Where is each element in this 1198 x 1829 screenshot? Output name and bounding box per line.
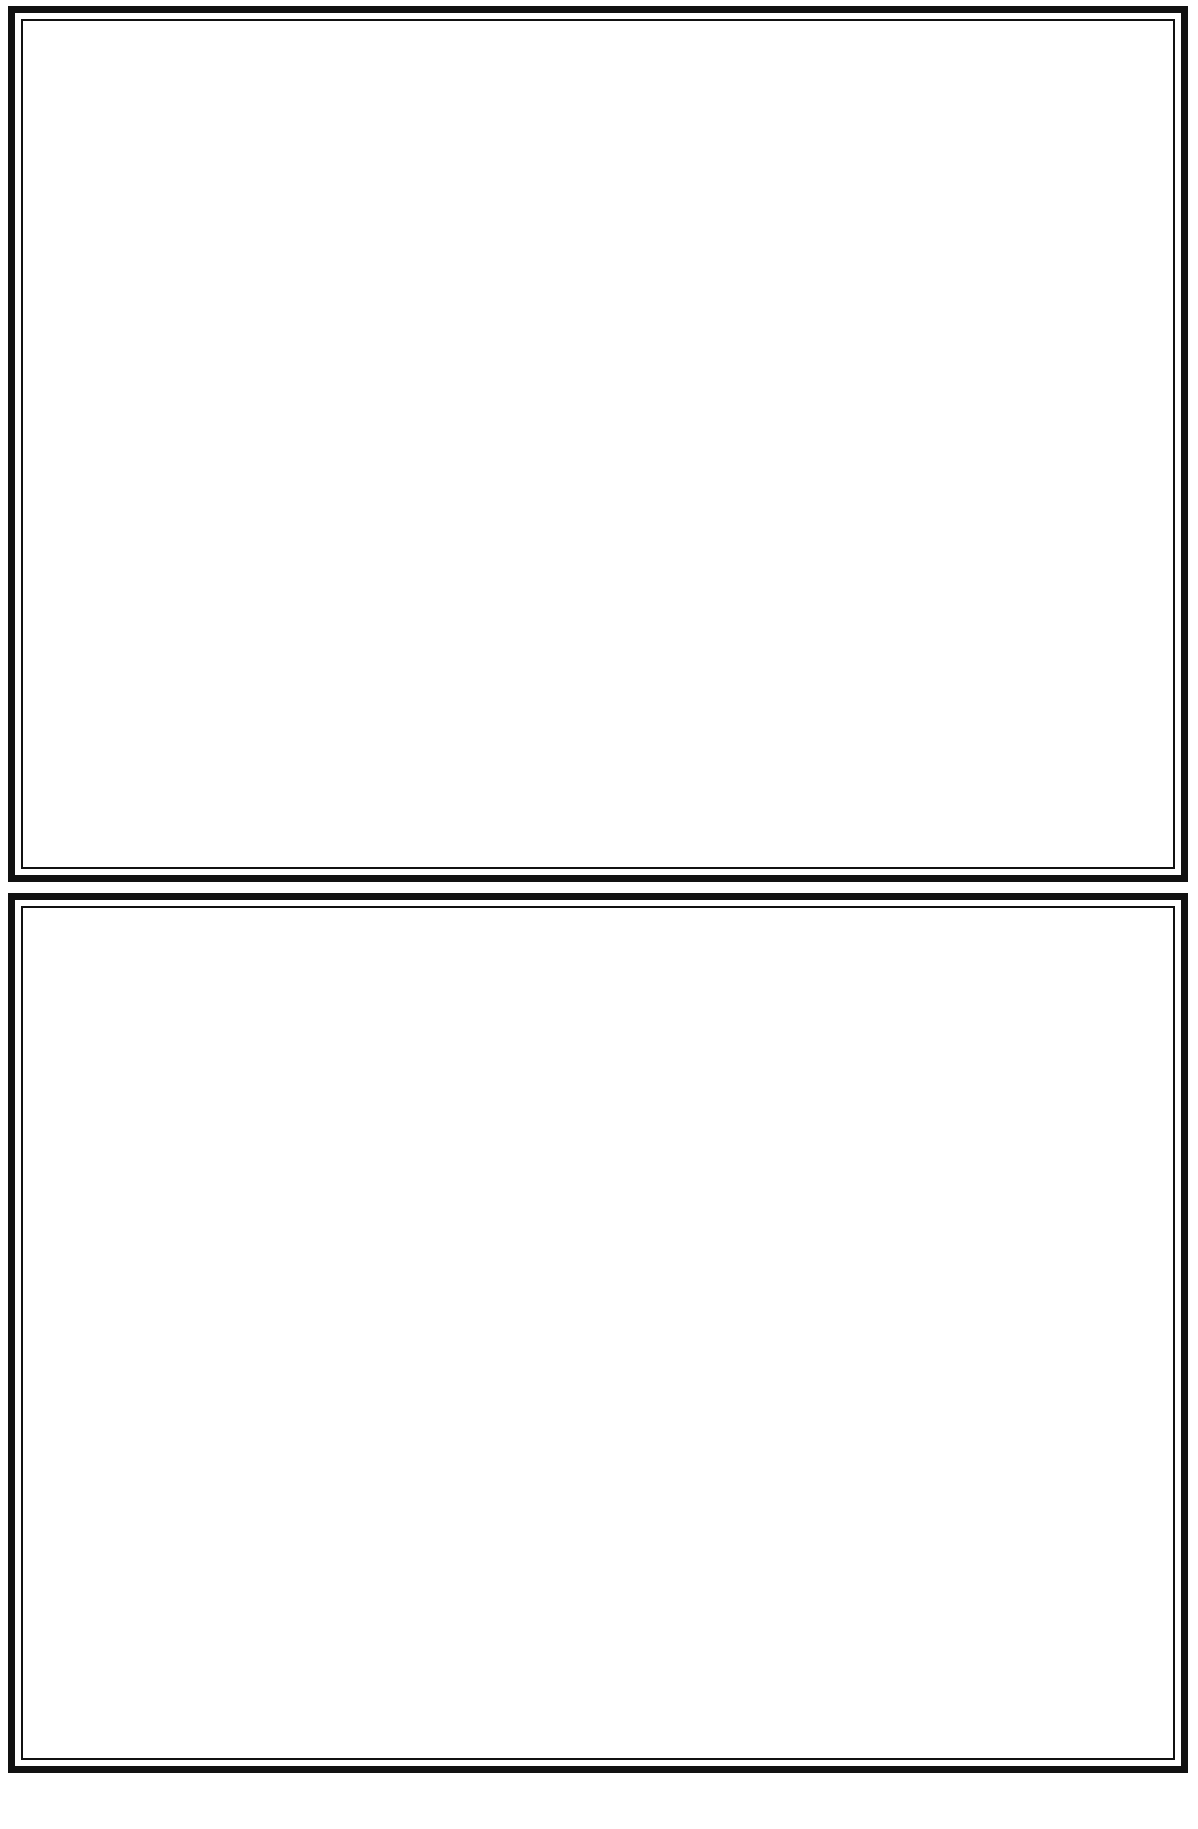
upper-page-columns	[23, 21, 1173, 867]
lower-page	[8, 893, 1188, 1773]
upper-page-frame	[21, 19, 1175, 869]
upper-page	[8, 6, 1188, 882]
lower-page-frame	[21, 906, 1175, 1760]
lower-page-columns	[23, 908, 1173, 1758]
